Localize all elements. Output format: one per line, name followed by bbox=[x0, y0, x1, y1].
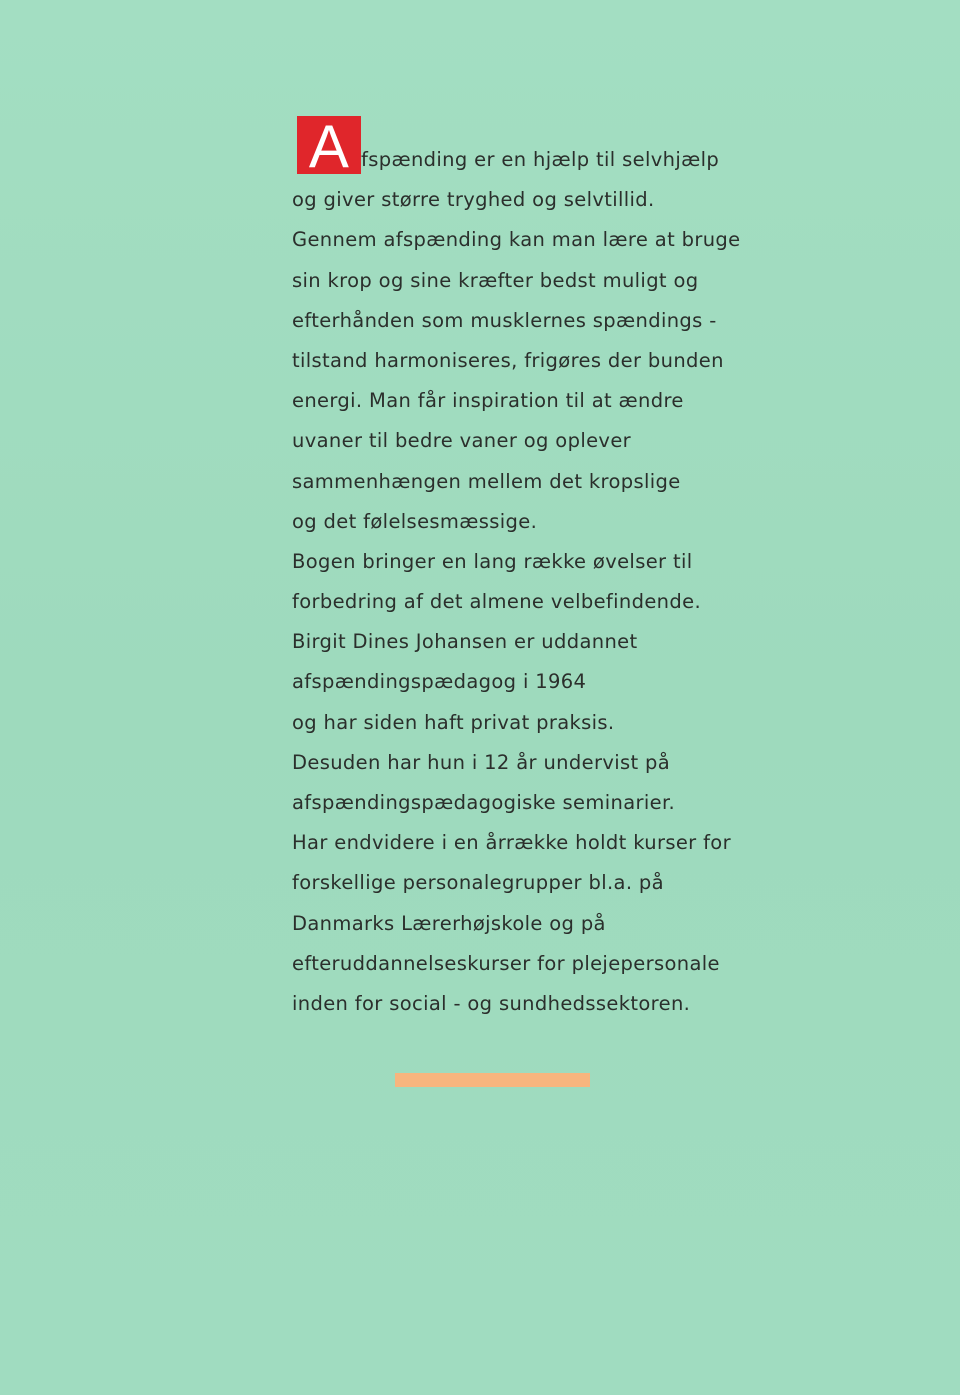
blurb-line-12: forbedring af det almene velbefindende. bbox=[292, 590, 702, 614]
blurb-line-21: efteruddannelseskurser for plejepersonale bbox=[292, 951, 720, 975]
blurb-line-11: Bogen bringer en lang række øvelser til bbox=[292, 549, 693, 573]
blurb-line-14: afspændingspædagog i 1964 bbox=[292, 670, 587, 694]
blurb-line-7: energi. Man får inspiration til at ændre bbox=[292, 389, 684, 413]
blurb-line-6: tilstand harmoniseres, frigøres der bunden bbox=[292, 348, 724, 372]
blurb-line-13: Birgit Dines Johansen er uddannet bbox=[292, 630, 638, 654]
blurb-line-9: sammenhængen mellem det kropslige bbox=[292, 469, 681, 493]
blurb-lines bbox=[292, 180, 752, 1024]
blurb-line-1: fspænding er en hjælp til selvhjælp bbox=[361, 148, 720, 171]
blurb-line-18: Har endvidere i en årrække holdt kurser for bbox=[292, 831, 731, 855]
blurb-line-5: efterhånden som musklernes spændings - bbox=[292, 308, 717, 332]
accent-bar bbox=[395, 1073, 590, 1087]
blurb-line-2: og giver større tryghed og selvtillid. bbox=[292, 188, 655, 212]
blurb-line-22: inden for social - og sundhedssektoren. bbox=[292, 991, 691, 1015]
blurb-line-20: Danmarks Lærerhøjskole og på bbox=[292, 911, 606, 935]
drop-cap: A bbox=[297, 116, 361, 174]
blurb-line-10: og det følelsesmæssige. bbox=[292, 509, 538, 533]
blurb-line-15: og har siden haft privat praksis. bbox=[292, 710, 615, 734]
blurb-line-8: uvaner til bedre vaner og oplever bbox=[292, 429, 632, 453]
blurb-first-line bbox=[292, 113, 752, 180]
blurb-line-3: Gennem afspænding kan man lære at bruge bbox=[292, 228, 741, 252]
blurb-line-4: sin krop og sine kræfter bedst muligt og bbox=[292, 268, 699, 292]
blurb-line-17: afspændingspædagogiske seminarier. bbox=[292, 791, 676, 814]
blurb-line-19: forskellige personalegrupper bl.a. på bbox=[292, 871, 664, 895]
blurb-line-16: Desuden har hun i 12 år undervist på bbox=[292, 750, 671, 774]
blurb-text bbox=[292, 113, 752, 1024]
